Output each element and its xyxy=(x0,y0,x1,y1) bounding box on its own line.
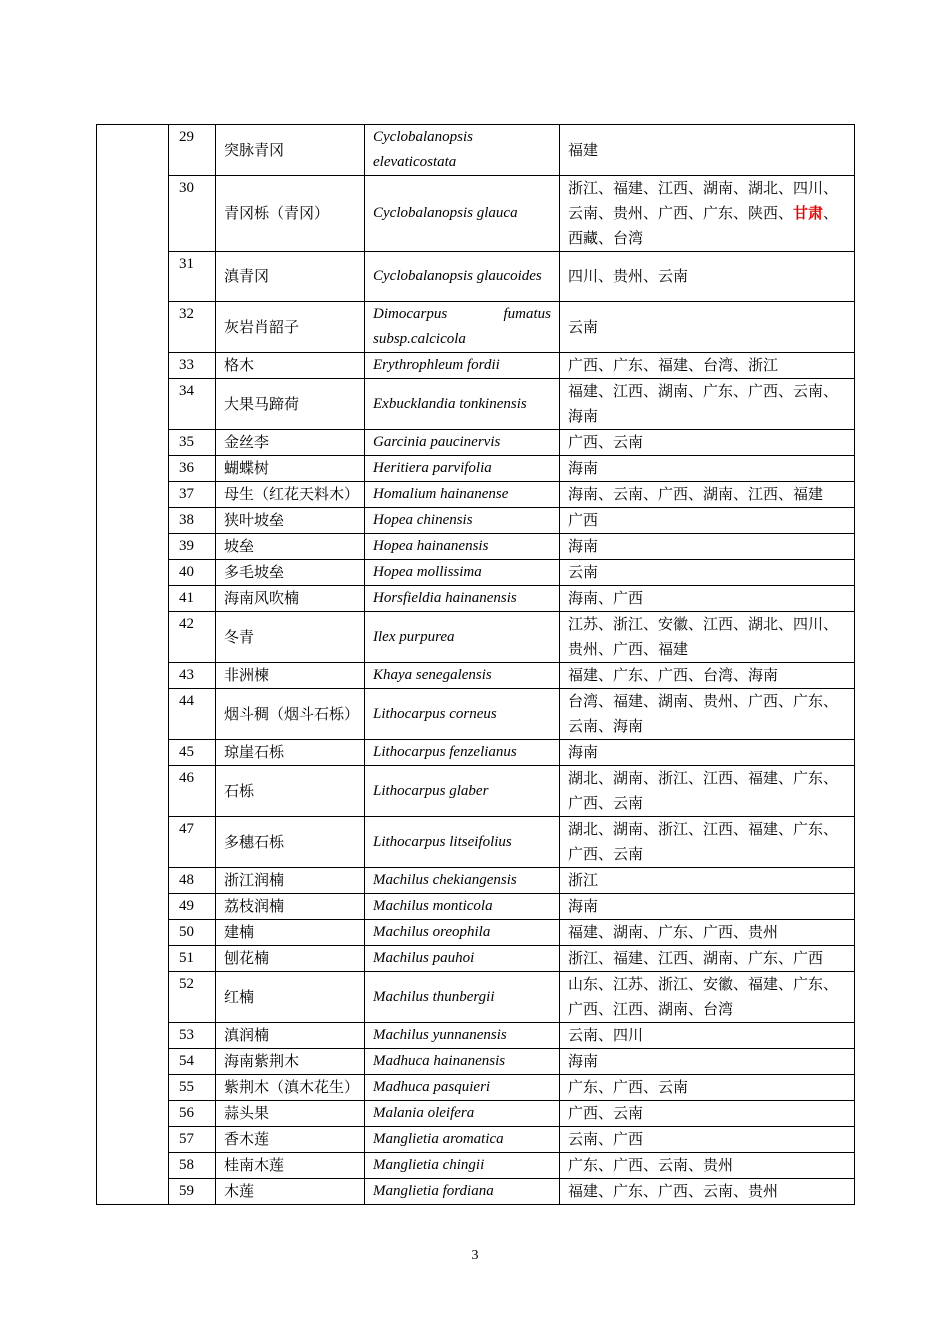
table-row xyxy=(97,482,855,508)
chinese-name: 冬青 xyxy=(216,612,365,663)
distribution-regions: 浙江、福建、江西、湖南、广东、广西 xyxy=(560,946,855,972)
chinese-name: 母生（红花天料木） xyxy=(216,482,365,508)
distribution-regions: 福建、广东、广西、台湾、海南 xyxy=(560,663,855,689)
latin-name: Malania oleifera xyxy=(365,1101,560,1127)
row-number: 43 xyxy=(169,663,216,689)
distribution-regions: 云南、广西 xyxy=(560,1127,855,1153)
table-row xyxy=(97,868,855,894)
distribution-regions: 海南 xyxy=(560,894,855,920)
chinese-name: 海南紫荆木 xyxy=(216,1049,365,1075)
row-number: 58 xyxy=(169,1153,216,1179)
row-number: 30 xyxy=(169,176,216,252)
row-number: 51 xyxy=(169,946,216,972)
row-number: 48 xyxy=(169,868,216,894)
row-number: 49 xyxy=(169,894,216,920)
row-number: 33 xyxy=(169,353,216,379)
chinese-name: 突脉青冈 xyxy=(216,125,365,176)
distribution-regions: 云南 xyxy=(560,302,855,353)
chinese-name: 坡垒 xyxy=(216,534,365,560)
table-row xyxy=(97,663,855,689)
chinese-name: 石栎 xyxy=(216,766,365,817)
highlighted-region: 甘肃 xyxy=(793,204,824,222)
row-number: 44 xyxy=(169,689,216,740)
latin-name: Lithocarpus fenzelianus xyxy=(365,740,560,766)
distribution-regions: 浙江 xyxy=(560,868,855,894)
distribution-regions: 广东、广西、云南 xyxy=(560,1075,855,1101)
row-number: 47 xyxy=(169,817,216,868)
table-row xyxy=(97,766,855,817)
chinese-name: 大果马蹄荷 xyxy=(216,379,365,430)
row-number: 42 xyxy=(169,612,216,663)
species-table-body xyxy=(97,125,855,1205)
latin-name: Hopea chinensis xyxy=(365,508,560,534)
row-number: 53 xyxy=(169,1023,216,1049)
row-number: 32 xyxy=(169,302,216,353)
table-row xyxy=(97,1127,855,1153)
distribution-regions: 海南、云南、广西、湖南、江西、福建 xyxy=(560,482,855,508)
table-row xyxy=(97,1179,855,1205)
chinese-name: 紫荆木（滇木花生） xyxy=(216,1075,365,1101)
chinese-name: 香木莲 xyxy=(216,1127,365,1153)
latin-name: Madhuca hainanensis xyxy=(365,1049,560,1075)
distribution-regions: 山东、江苏、浙江、安徽、福建、广东、广西、江西、湖南、台湾 xyxy=(560,972,855,1023)
latin-name: Hopea mollissima xyxy=(365,560,560,586)
chinese-name: 浙江润楠 xyxy=(216,868,365,894)
chinese-name: 狭叶坡垒 xyxy=(216,508,365,534)
latin-name: Lithocarpus corneus xyxy=(365,689,560,740)
distribution-regions: 四川、贵州、云南 xyxy=(560,252,855,302)
distribution-regions: 福建、湖南、广东、广西、贵州 xyxy=(560,920,855,946)
row-number: 31 xyxy=(169,252,216,302)
table-row xyxy=(97,946,855,972)
latin-name: Erythrophleum fordii xyxy=(365,353,560,379)
latin-name: Ilex purpurea xyxy=(365,612,560,663)
chinese-name: 桂南木莲 xyxy=(216,1153,365,1179)
table-row xyxy=(97,430,855,456)
latin-name: Exbucklandia tonkinensis xyxy=(365,379,560,430)
chinese-name: 荔枝润楠 xyxy=(216,894,365,920)
distribution-regions: 广东、广西、云南、贵州 xyxy=(560,1153,855,1179)
chinese-name: 烟斗稠（烟斗石栎） xyxy=(216,689,365,740)
row-number: 50 xyxy=(169,920,216,946)
table-row xyxy=(97,1153,855,1179)
row-number: 59 xyxy=(169,1179,216,1205)
distribution-regions: 湖北、湖南、浙江、江西、福建、广东、广西、云南 xyxy=(560,766,855,817)
latin-name: Homalium hainanense xyxy=(365,482,560,508)
distribution-regions: 台湾、福建、湖南、贵州、广西、广东、云南、海南 xyxy=(560,689,855,740)
row-number: 40 xyxy=(169,560,216,586)
row-number: 35 xyxy=(169,430,216,456)
row-number: 36 xyxy=(169,456,216,482)
chinese-name: 滇青冈 xyxy=(216,252,365,302)
table-row xyxy=(97,1101,855,1127)
row-number: 52 xyxy=(169,972,216,1023)
latin-name: Machilus monticola xyxy=(365,894,560,920)
table-row xyxy=(97,302,855,353)
distribution-regions: 福建、广东、广西、云南、贵州 xyxy=(560,1179,855,1205)
page-number: 3 xyxy=(471,1248,479,1263)
distribution-regions: 云南、四川 xyxy=(560,1023,855,1049)
chinese-name: 多毛坡垒 xyxy=(216,560,365,586)
row-number: 55 xyxy=(169,1075,216,1101)
latin-name: Dimocarpus fumatus subsp.calcicola xyxy=(365,302,560,353)
chinese-name: 滇润楠 xyxy=(216,1023,365,1049)
chinese-name: 红楠 xyxy=(216,972,365,1023)
distribution-regions: 广西 xyxy=(560,508,855,534)
distribution-regions: 湖北、湖南、浙江、江西、福建、广东、广西、云南 xyxy=(560,817,855,868)
distribution-regions: 海南 xyxy=(560,534,855,560)
table-row xyxy=(97,920,855,946)
table-row xyxy=(97,1049,855,1075)
latin-name: Manglietia aromatica xyxy=(365,1127,560,1153)
distribution-regions: 海南 xyxy=(560,740,855,766)
table-row xyxy=(97,534,855,560)
chinese-name: 非洲楝 xyxy=(216,663,365,689)
latin-name: Machilus oreophila xyxy=(365,920,560,946)
distribution-regions: 云南 xyxy=(560,560,855,586)
species-table xyxy=(96,124,855,1205)
row-number: 45 xyxy=(169,740,216,766)
latin-name: Manglietia chingii xyxy=(365,1153,560,1179)
chinese-name: 青冈栎（青冈） xyxy=(216,176,365,252)
chinese-name: 海南风吹楠 xyxy=(216,586,365,612)
chinese-name: 蒜头果 xyxy=(216,1101,365,1127)
distribution-regions: 广西、云南 xyxy=(560,430,855,456)
table-row xyxy=(97,586,855,612)
latin-name: Manglietia fordiana xyxy=(365,1179,560,1205)
table-row xyxy=(97,1023,855,1049)
chinese-name: 木莲 xyxy=(216,1179,365,1205)
table-row xyxy=(97,508,855,534)
table-row xyxy=(97,125,855,176)
chinese-name: 灰岩肖韶子 xyxy=(216,302,365,353)
row-number: 39 xyxy=(169,534,216,560)
latin-name: Machilus yunnanensis xyxy=(365,1023,560,1049)
table-row xyxy=(97,817,855,868)
latin-name: Khaya senegalensis xyxy=(365,663,560,689)
distribution-regions: 江苏、浙江、安徽、江西、湖北、四川、贵州、广西、福建 xyxy=(560,612,855,663)
row-number: 41 xyxy=(169,586,216,612)
table-row xyxy=(97,252,855,302)
table-row xyxy=(97,1075,855,1101)
table-row xyxy=(97,612,855,663)
distribution-regions: 海南 xyxy=(560,1049,855,1075)
latin-name: Cyclobalanopsis glauca xyxy=(365,176,560,252)
distribution-regions xyxy=(560,176,855,252)
chinese-name: 金丝李 xyxy=(216,430,365,456)
latin-name: Machilus thunbergii xyxy=(365,972,560,1023)
latin-name: Cyclobalanopsis elevaticostata xyxy=(365,125,560,176)
latin-name: Heritiera parvifolia xyxy=(365,456,560,482)
row-number: 54 xyxy=(169,1049,216,1075)
table-row xyxy=(97,972,855,1023)
region-text: 、西藏、台湾 xyxy=(568,204,839,247)
chinese-name: 格木 xyxy=(216,353,365,379)
table-row xyxy=(97,689,855,740)
category-cell xyxy=(97,125,169,1205)
table-row xyxy=(97,740,855,766)
distribution-regions: 福建、江西、湖南、广东、广西、云南、海南 xyxy=(560,379,855,430)
chinese-name: 建楠 xyxy=(216,920,365,946)
latin-name: Lithocarpus glaber xyxy=(365,766,560,817)
row-number: 38 xyxy=(169,508,216,534)
latin-name: Cyclobalanopsis glaucoides xyxy=(365,252,560,302)
table-row xyxy=(97,379,855,430)
chinese-name: 蝴蝶树 xyxy=(216,456,365,482)
latin-name: Machilus pauhoi xyxy=(365,946,560,972)
distribution-regions: 广西、广东、福建、台湾、浙江 xyxy=(560,353,855,379)
row-number: 29 xyxy=(169,125,216,176)
latin-name: Madhuca pasquieri xyxy=(365,1075,560,1101)
chinese-name: 琼崖石栎 xyxy=(216,740,365,766)
region-text: 浙江、福建、江西、湖南、湖北、四川、云南、贵州、广西、广东、陕西、 xyxy=(568,179,839,222)
row-number: 46 xyxy=(169,766,216,817)
row-number: 57 xyxy=(169,1127,216,1153)
row-number: 37 xyxy=(169,482,216,508)
latin-name: Horsfieldia hainanensis xyxy=(365,586,560,612)
latin-name: Machilus chekiangensis xyxy=(365,868,560,894)
table-row xyxy=(97,176,855,252)
chinese-name: 刨花楠 xyxy=(216,946,365,972)
chinese-name: 多穗石栎 xyxy=(216,817,365,868)
latin-name: Garcinia paucinervis xyxy=(365,430,560,456)
row-number: 56 xyxy=(169,1101,216,1127)
table-row xyxy=(97,560,855,586)
distribution-regions: 福建 xyxy=(560,125,855,176)
distribution-regions: 广西、云南 xyxy=(560,1101,855,1127)
row-number: 34 xyxy=(169,379,216,430)
distribution-regions: 海南、广西 xyxy=(560,586,855,612)
table-row xyxy=(97,456,855,482)
table-row xyxy=(97,894,855,920)
distribution-regions: 海南 xyxy=(560,456,855,482)
latin-name: Hopea hainanensis xyxy=(365,534,560,560)
latin-name: Lithocarpus litseifolius xyxy=(365,817,560,868)
table-row xyxy=(97,353,855,379)
